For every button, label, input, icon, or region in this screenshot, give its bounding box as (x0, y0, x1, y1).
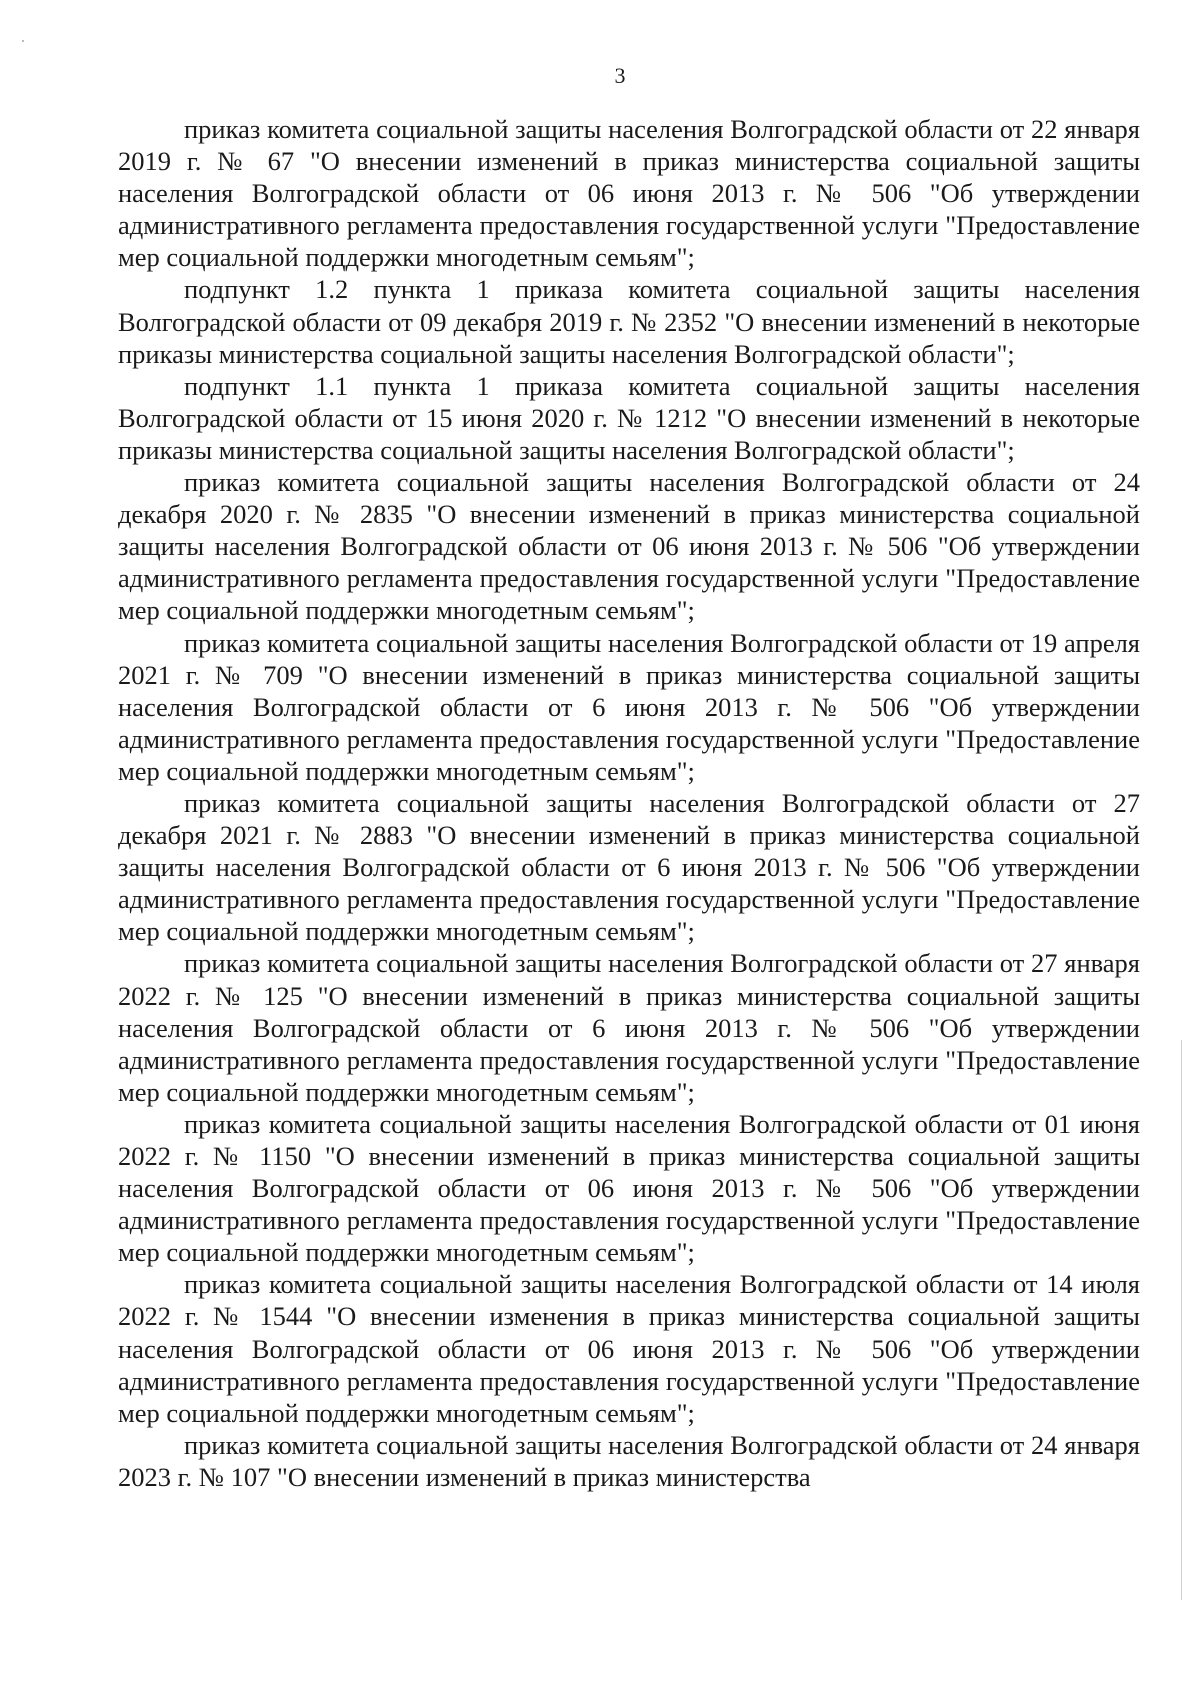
paragraph: приказ комитета социальной защиты населения Волгоградской области от 24 декабря 2020 г. № 2835 "О внесении изменений в приказ министерства социальной защиты населения Волгоградской области от 06 июня 2013 г. № 506 "Об утверждении административного регламента предоставления государственной услуги "Предоставление мер социальной поддержки многодетным семьям"; (118, 467, 1140, 626)
paragraph: приказ комитета социальной защиты населения Волгоградской области от 27 декабря 2021 г. № 2883 "О внесении изменений в приказ министерства социальной защиты населения Волгоградской области от 6 июня 2013 г. № 506 "Об утверждении административного регламента предоставления государственной услуги "Предоставление мер социальной поддержки многодетным семьям"; (118, 787, 1140, 947)
paragraph: приказ комитета социальной защиты населения Волгоградской области от 24 января 2023 г. № 107 "О внесении изменений в приказ министерства (118, 1429, 1140, 1492)
page-number: 3 (614, 63, 626, 88)
paragraph: подпункт 1.1 пункта 1 приказа комитета социальной защиты населения Волгоградской области от 15 июня 2020 г. № 1212 "О внесении изменений в некоторые приказы министерства социальной защиты населения Волгоградской области"; (118, 370, 1140, 465)
paragraph: приказ комитета социальной защиты населения Волгоградской области от 27 января 2022 г. № 125 "О внесении изменений в приказ министерства социальной защиты населения Волгоградской области от 6 июня 2013 г. № 506 "Об утверждении административного регламента предоставления государственной услуги "Предоставление мер социальной поддержки многодетным семьям"; (118, 948, 1140, 1107)
paragraph: подпункт 1.2 пункта 1 приказа комитета социальной защиты населения Волгоградской области от 09 декабря 2019 г. № 2352 "О внесении изменений в некоторые приказы министерства социальной защиты населения Волгоградской области"; (118, 274, 1140, 369)
paragraph: приказ комитета социальной защиты населения Волгоградской области от 14 июля 2022 г. № 1544 "О внесении изменения в приказ министерства социальной защиты населения Волгоградской области от 06 июня 2013 г. № 506 "Об утверждении административного регламента предоставления государственной услуги "Предоставление мер социальной поддержки многодетным семьям"; (118, 1269, 1140, 1428)
scan-artifact (22, 40, 24, 42)
paragraph: приказ комитета социальной защиты населения Волгоградской области от 19 апреля 2021 г. № 709 "О внесении изменений в приказ министерства социальной защиты населения Волгоградской области от 6 июня 2013 г. № 506 "Об утверждении административного регламента предоставления государственной услуги "Предоставление мер социальной поддержки многодетным семьям"; (118, 627, 1140, 786)
paragraph: приказ комитета социальной защиты населения Волгоградской области от 01 июня 2022 г. № 1150 "О внесении изменений в приказ министерства социальной защиты населения Волгоградской области от 06 июня 2013 г. № 506 "Об утверждении административного регламента предоставления государственной услуги "Предоставление мер социальной поддержки многодетным семьям"; (118, 1108, 1140, 1268)
scan-edge-artifact (1181, 1040, 1182, 1600)
paragraph: приказ комитета социальной защиты населения Волгоградской области от 22 января 2019 г. № 67 "О внесении изменений в приказ министерства социальной защиты населения Волгоградской области от 06 июня 2013 г. № 506 "Об утверждении административного регламента предоставления государственной услуги "Предоставление мер социальной поддержки многодетным семьям"; (118, 114, 1140, 273)
document-body (118, 113, 1140, 1493)
